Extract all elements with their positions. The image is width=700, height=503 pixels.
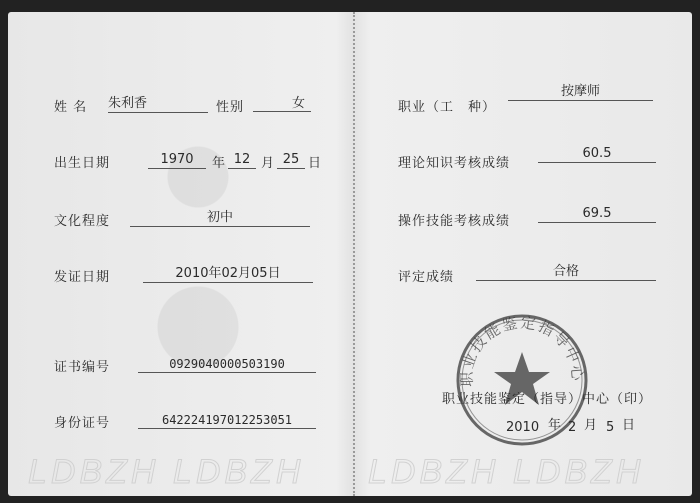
issue-month-unit: 月 xyxy=(584,418,598,433)
cert-no-label: 证书编号 xyxy=(54,360,111,375)
birth-day-unit: 日 xyxy=(308,156,322,171)
education-value: 初中 xyxy=(130,210,310,227)
skill-score-label: 操作技能考核成绩 xyxy=(398,214,511,229)
cert-no-value: 0929040000503190 xyxy=(138,356,316,373)
issue-day-unit: 日 xyxy=(622,418,636,433)
id-no-label: 身份证号 xyxy=(54,416,111,431)
watermark-left: LDBZH LDBZH xyxy=(28,453,305,491)
seal-text: 职业技能鉴定指导中心 xyxy=(457,313,587,387)
birth-day: 25 xyxy=(277,152,305,169)
issue-month: 2 xyxy=(568,420,577,435)
occupation-value: 按摩师 xyxy=(508,84,653,101)
gender-label: 性别 xyxy=(216,100,245,115)
birth-month: 12 xyxy=(228,152,256,169)
issue-year-unit: 年 xyxy=(548,418,562,433)
birth-label: 出生日期 xyxy=(54,156,111,171)
education-label: 文化程度 xyxy=(54,214,111,229)
issue-date-value: 2010年02月05日 xyxy=(143,266,313,283)
name-value: 朱利香 xyxy=(108,96,208,113)
name-label: 姓 名 xyxy=(54,100,88,115)
skill-score-value: 69.5 xyxy=(538,206,656,223)
birth-month-unit: 月 xyxy=(261,156,275,171)
birth-year: 1970 xyxy=(148,152,206,169)
page-fold xyxy=(353,12,355,496)
issue-year: 2010 xyxy=(506,420,540,435)
rating-value: 合格 xyxy=(476,264,656,281)
birth-year-unit: 年 xyxy=(212,156,226,171)
issue-day: 5 xyxy=(606,420,615,435)
certificate-sheet xyxy=(8,12,692,496)
theory-score-value: 60.5 xyxy=(538,146,656,163)
issuer-text: 职业技能鉴定（指导）中心（印） xyxy=(442,392,653,407)
issue-date-label: 发证日期 xyxy=(54,270,111,285)
theory-score-label: 理论知识考核成绩 xyxy=(398,156,511,171)
occupation-label: 职业（工 种） xyxy=(398,100,497,115)
id-no-value: 642224197012253051 xyxy=(138,412,316,429)
gender-value: 女 xyxy=(253,96,311,112)
rating-label: 评定成绩 xyxy=(398,270,455,285)
watermark-right: LDBZH LDBZH xyxy=(368,453,645,491)
